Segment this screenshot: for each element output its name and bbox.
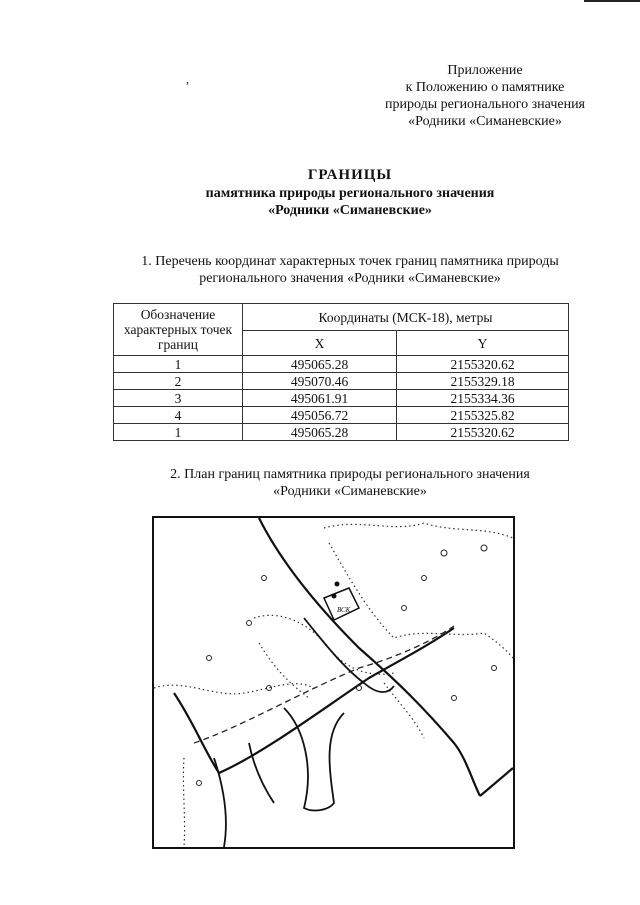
map-ring [247, 621, 252, 626]
header-point-label: Обозначение характерных точек границ [114, 304, 243, 356]
title-line: «Родники «Симаневские» [268, 203, 432, 218]
road-left [174, 693, 219, 773]
annex-header [360, 62, 610, 130]
contour [324, 523, 513, 538]
table-row [114, 424, 569, 441]
header-y: Y [397, 331, 569, 356]
scan-speck: , [186, 72, 189, 86]
map-ring [197, 781, 202, 786]
section-line: регионального значения «Родники «Симаневские» [199, 271, 501, 286]
ravine [249, 743, 274, 803]
map-ring [207, 656, 212, 661]
section-2-heading [100, 466, 600, 500]
road-east [480, 768, 513, 796]
annex-line: природы регионального значения [385, 97, 585, 112]
cell-x: 495070.46 [243, 373, 397, 390]
cell-x: 495065.28 [243, 424, 397, 441]
cell-point: 1 [114, 356, 243, 373]
document-title [120, 165, 580, 219]
map-ring [492, 666, 497, 671]
annex-line: «Родники «Симаневские» [408, 114, 562, 129]
section-1-heading [100, 253, 600, 287]
spring-point [332, 594, 337, 599]
contour [384, 683, 424, 738]
table-header-row [114, 304, 569, 331]
cell-y: 2155320.62 [397, 424, 569, 441]
map-ravines [214, 618, 394, 847]
road-main [259, 518, 480, 796]
map-ring [262, 576, 267, 581]
boundary-plan-map [152, 516, 515, 849]
cell-x: 495065.28 [243, 356, 397, 373]
springs-enclosure [324, 582, 359, 621]
contour [183, 758, 184, 847]
cell-point: 4 [114, 407, 243, 424]
map-ring [452, 696, 457, 701]
cell-x: 495056.72 [243, 407, 397, 424]
coordinates-table [113, 303, 569, 441]
header-coordinates: Координаты (МСК-18), метры [243, 304, 569, 331]
map-roads [174, 518, 513, 796]
ravine [284, 708, 344, 810]
map-ring [441, 550, 447, 556]
section-line: 1. Перечень координат характерных точек границ памятника природы [141, 254, 559, 269]
cell-y: 2155329.18 [397, 373, 569, 390]
cell-x: 495061.91 [243, 390, 397, 407]
map-symbols [197, 545, 497, 786]
contour [329, 543, 513, 658]
section-line: 2. План границ памятника природы регионального значения [170, 467, 530, 482]
map-ring [357, 686, 362, 691]
cell-point: 1 [114, 424, 243, 441]
annex-line: Приложение [447, 63, 523, 78]
map-ring [481, 545, 487, 551]
map-ring [422, 576, 427, 581]
header-x: X [243, 331, 397, 356]
table-row [114, 390, 569, 407]
road-diagonal [219, 628, 454, 773]
corner-scan-mark [584, 0, 640, 2]
spring-point [335, 582, 340, 587]
title-main: ГРАНИЦЫ [307, 167, 393, 183]
map-ring [402, 606, 407, 611]
map-label: ВСК [337, 606, 351, 614]
ravine [304, 618, 394, 692]
map-ring [267, 686, 272, 691]
annex-line: к Положению о памятнике [405, 80, 565, 95]
section-line: «Родники «Симаневские» [273, 484, 427, 499]
map-drawing [154, 518, 513, 847]
contour [154, 684, 314, 694]
contour [259, 643, 309, 698]
table-row [114, 373, 569, 390]
title-line: памятника природы регионального значения [205, 186, 495, 201]
table-row [114, 356, 569, 373]
cell-y: 2155334.36 [397, 390, 569, 407]
cell-y: 2155325.82 [397, 407, 569, 424]
table-row [114, 407, 569, 424]
cell-point: 2 [114, 373, 243, 390]
cell-y: 2155320.62 [397, 356, 569, 373]
cell-point: 3 [114, 390, 243, 407]
